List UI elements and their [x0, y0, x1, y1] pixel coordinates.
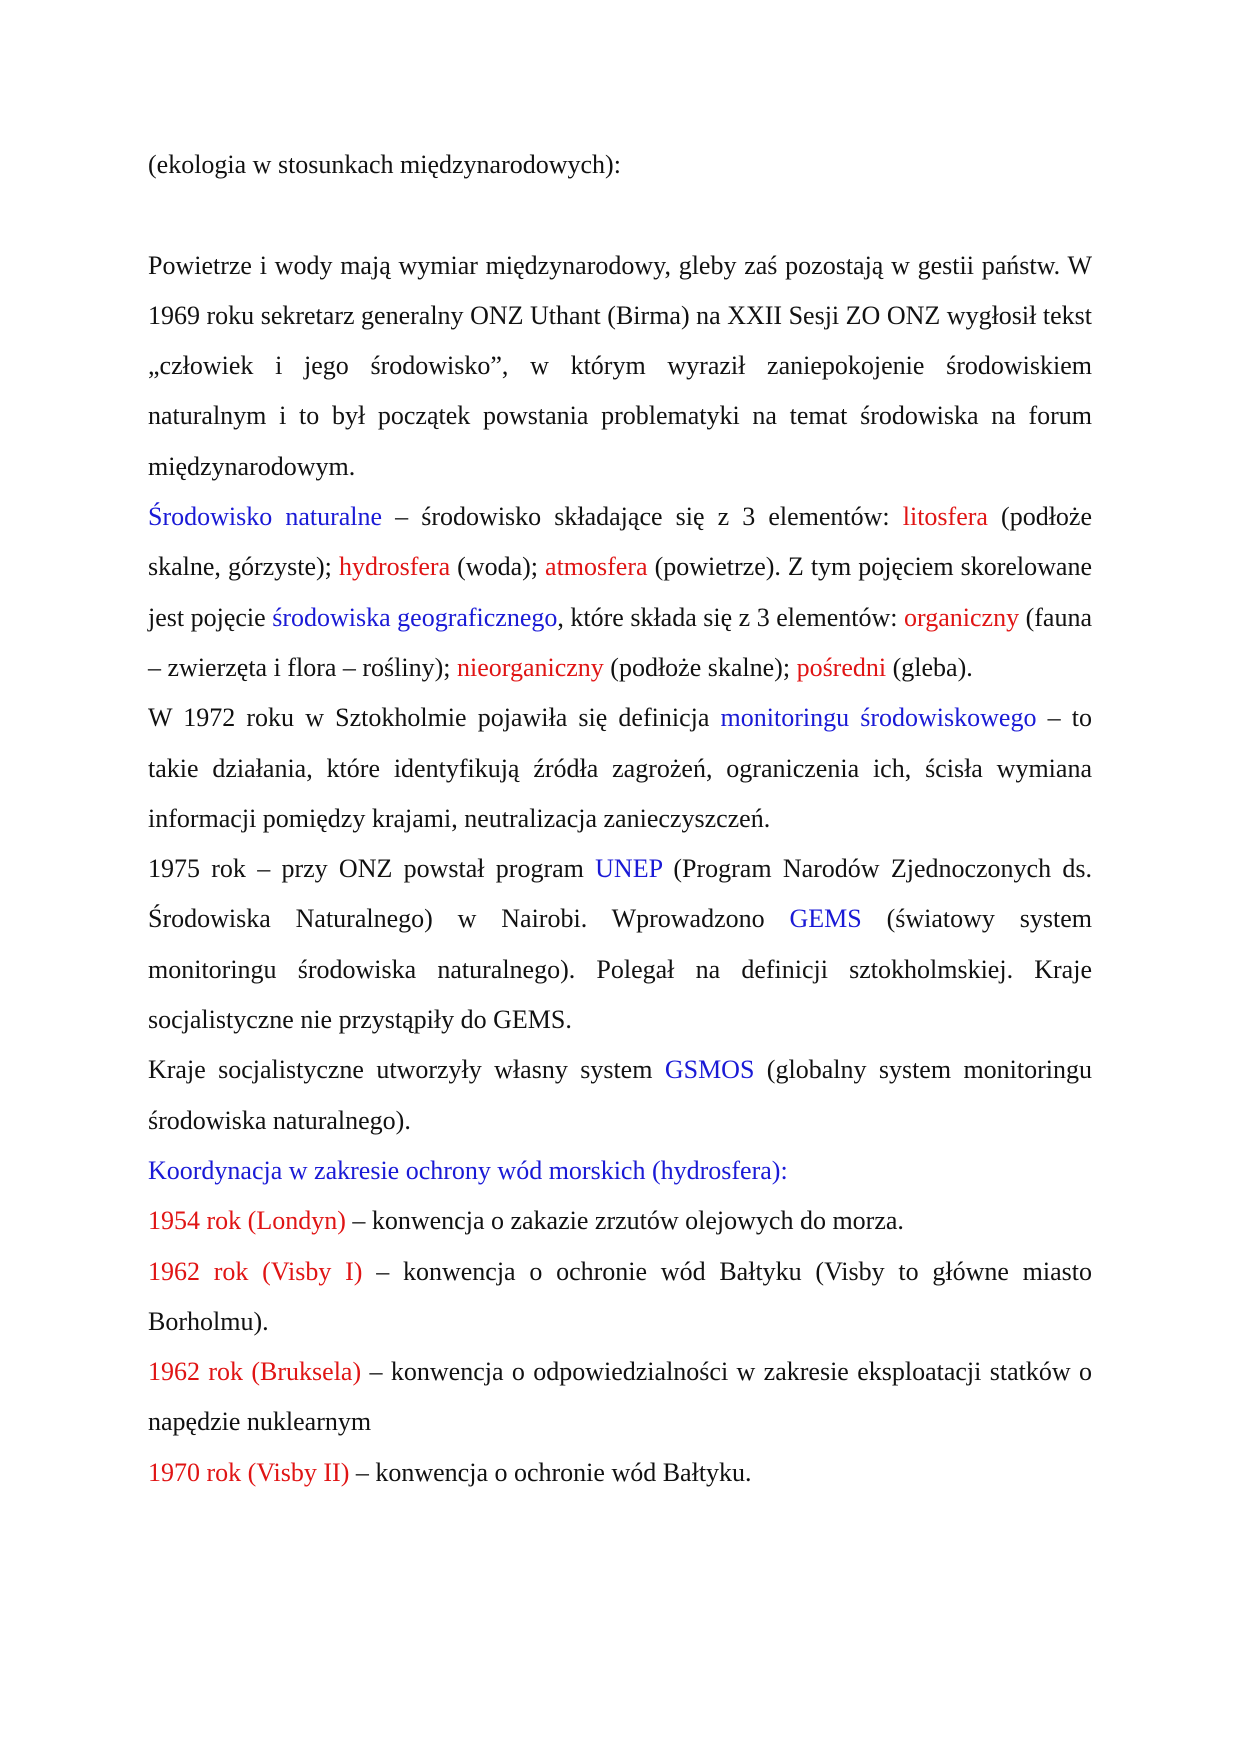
term-natural-environment: Środowisko naturalne: [148, 502, 383, 532]
term-atmosphere: atmosfera: [545, 552, 648, 582]
coordination-heading: Koordynacja w zakresie ochrony wód morskich (hydrosfera):: [148, 1155, 788, 1185]
convention-date: 1962 rok (Visby I): [148, 1256, 363, 1286]
monitoring-paragraph: W 1972 roku w Sztokholmie pojawiła się definicja monitoringu środowiskowego – to takie działania, które identyfikują źródła zagrożeń, ograniczenia ich, ścisła wymiana informacji pomiędzy krajami, neutralizacja zanieczyszczeń.: [148, 703, 1092, 833]
document-heading: (ekologia w stosunkach międzynarodowych):: [148, 150, 621, 179]
intro-paragraph: Powietrze i wody mają wymiar międzynarodowy, gleby zaś pozostają w gestii państw. W 1969 roku sekretarz generalny ONZ Uthant (Birma) na XXII Sesji ZO ONZ wygłosił tekst „człowiek i jego środowisko”, w którym wyraził zaniepokojenie środowiskiem naturalnym i to był początek powstania problematyki na temat środowiska na forum międzynarodowym.: [148, 250, 1092, 481]
term-intermediate: pośredni: [796, 652, 887, 682]
term-organic: organiczny: [904, 602, 1020, 632]
term-gsmos: GSMOS: [664, 1055, 755, 1085]
term-geographic-environment: środowiska geograficznego: [272, 602, 558, 632]
term-gems: GEMS: [789, 904, 862, 934]
term-inorganic: nieorganiczny: [457, 652, 604, 682]
convention-item: 1962 rok (Bruksela) – konwencja o odpowiedzialności w zakresie eksploatacji statków o napędzie nuklearnym: [148, 1357, 1092, 1437]
convention-date: 1954 rok (Londyn): [148, 1206, 346, 1236]
gsmos-paragraph: Kraje socjalistyczne utworzyły własny system GSMOS (globalny system monitoringu środowiska naturalnego).: [148, 1055, 1093, 1135]
convention-date: 1970 rok (Visby II): [148, 1457, 350, 1487]
term-unep: UNEP: [595, 854, 663, 884]
convention-item: 1962 rok (Visby I) – konwencja o ochronie wód Bałtyku (Visby to główne miasto Borholmu).: [148, 1256, 1092, 1336]
term-environmental-monitoring: monitoringu środowiskowego: [720, 703, 1037, 733]
term-lithosphere: litosfera: [902, 502, 988, 532]
convention-item: 1970 rok (Visby II) – konwencja o ochronie wód Bałtyku.: [148, 1457, 752, 1487]
unep-paragraph: 1975 rok – przy ONZ powstał program UNEP (Program Narodów Zjednoczonych ds. Środowiska Naturalnego) w Nairobi. Wprowadzono GEMS (światowy system monitoringu środowiska naturalnego). Polegał na definicji sztokholmskiej. Kraje socjalistyczne nie przystąpiły do GEMS.: [148, 854, 1092, 1035]
environment-paragraph: Środowisko naturalne – środowisko składające się z 3 elementów: litosfera (podłoże skalne, górzyste); hydrosfera (woda); atmosfera (powietrze). Z tym pojęciem skorelowane jest pojęcie środowiska geograficznego, które składa się z 3 elementów: organiczny (fauna – zwierzęta i flora – rośliny); nieorganiczny (podłoże skalne); pośredni (gleba).: [148, 502, 1092, 682]
convention-date: 1962 rok (Bruksela): [148, 1357, 362, 1387]
term-hydrosphere: hydrosfera: [338, 552, 451, 582]
blank-line: [148, 190, 1092, 240]
document-page: [148, 140, 1092, 1498]
convention-item: 1954 rok (Londyn) – konwencja o zakazie zrzutów olejowych do morza.: [148, 1206, 904, 1236]
